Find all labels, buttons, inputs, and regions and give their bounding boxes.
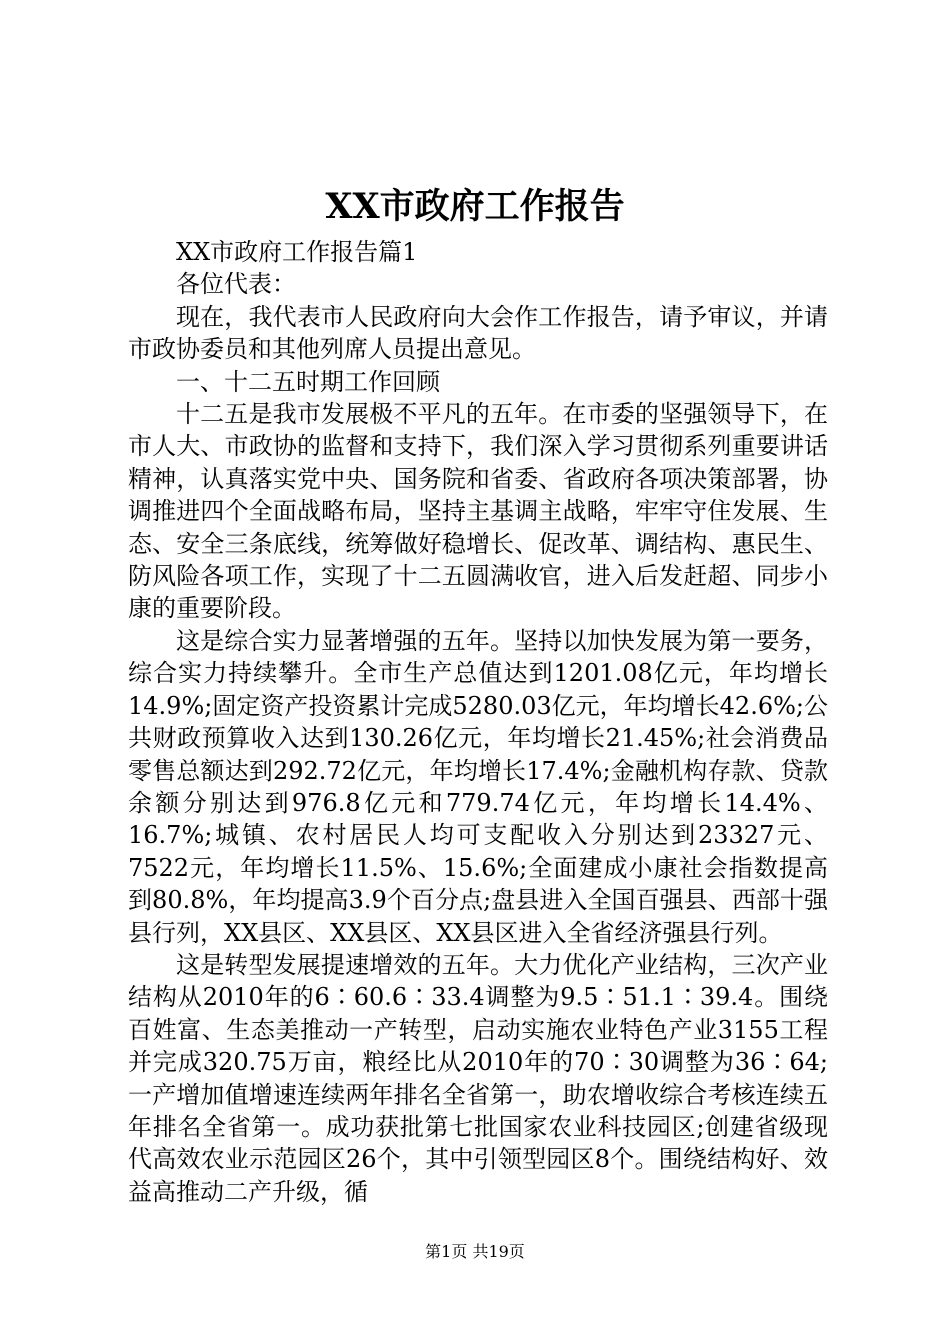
- paragraph-heading: XX市政府工作报告篇1: [176, 238, 418, 266]
- document-title: XX市政府工作报告: [325, 186, 625, 227]
- paragraph-strength: 这是综合实力显著增强的五年。坚持以加快发展为第一要务，综合实力持续攀升。全市生产总值达到1201.08亿元，年均增长14.9%;固定资产投资累计完成5280.03亿元，年均增长42.6%;公共财政预算收入达到130.26亿元，年均增长21.45%;社会消费品零售总额达到292.72亿元，年均增长17.4%;金融机构存款、贷款余额分别达到976.8亿元和779.74亿元，年均增长14.4%、16.7%;城镇、农村居民人均可支配收入分别达到23327元、7522元，年均增长11.5%、15.6%;全面建成小康社会指数提高到80.8%，年均提高3.9个百分点;盘县进入全国百强县、西部十强县行列，XX县区、XX县区、XX县区进入全省经济强县行列。: [128, 626, 828, 947]
- paragraph-salutation: 各位代表：: [176, 270, 296, 299]
- section-heading: 一、十二五时期工作回顾: [176, 367, 440, 396]
- paragraph-intro: 现在，我代表市人民政府向大会作工作报告，请予审议，并请市政协委员和其他列席人员提出意见。: [128, 302, 828, 364]
- document-body: [128, 236, 828, 1208]
- paragraph-review: 十二五是我市发展极不平凡的五年。在市委的坚强领导下，在市人大、市政协的监督和支持下，我们深入学习贯彻系列重要讲话精神，认真落实党中央、国务院和省委、省政府各项决策部署，协调推进四个全面战略布局，坚持主基调主战略，牢牢守住发展、生态、安全三条底线，统筹做好稳增长、促改革、调结构、惠民生、防风险各项工作，实现了十二五圆满收官，进入后发赶超、同步小康的重要阶段。: [128, 400, 828, 623]
- paragraph-transformation: 这是转型发展提速增效的五年。大力优化产业结构，三次产业结构从2010年的6∶60.6∶33.4调整为9.5∶51.1∶39.4。围绕百姓富、生态美推动一产转型，启动实施农业特色产业3155工程并完成320.75万亩，粮经比从2010年的70∶30调整为36∶64;一产增加值增速连续两年排名全省第一，助农增收综合考核连续五年排名全省第一。成功获批第七批国家农业科技园区;创建省级现代高效农业示范园区26个，其中引领型园区8个。围绕结构好、效益高推动二产升级，循: [128, 950, 828, 1206]
- page-number: 第1页 共19页: [425, 1242, 525, 1261]
